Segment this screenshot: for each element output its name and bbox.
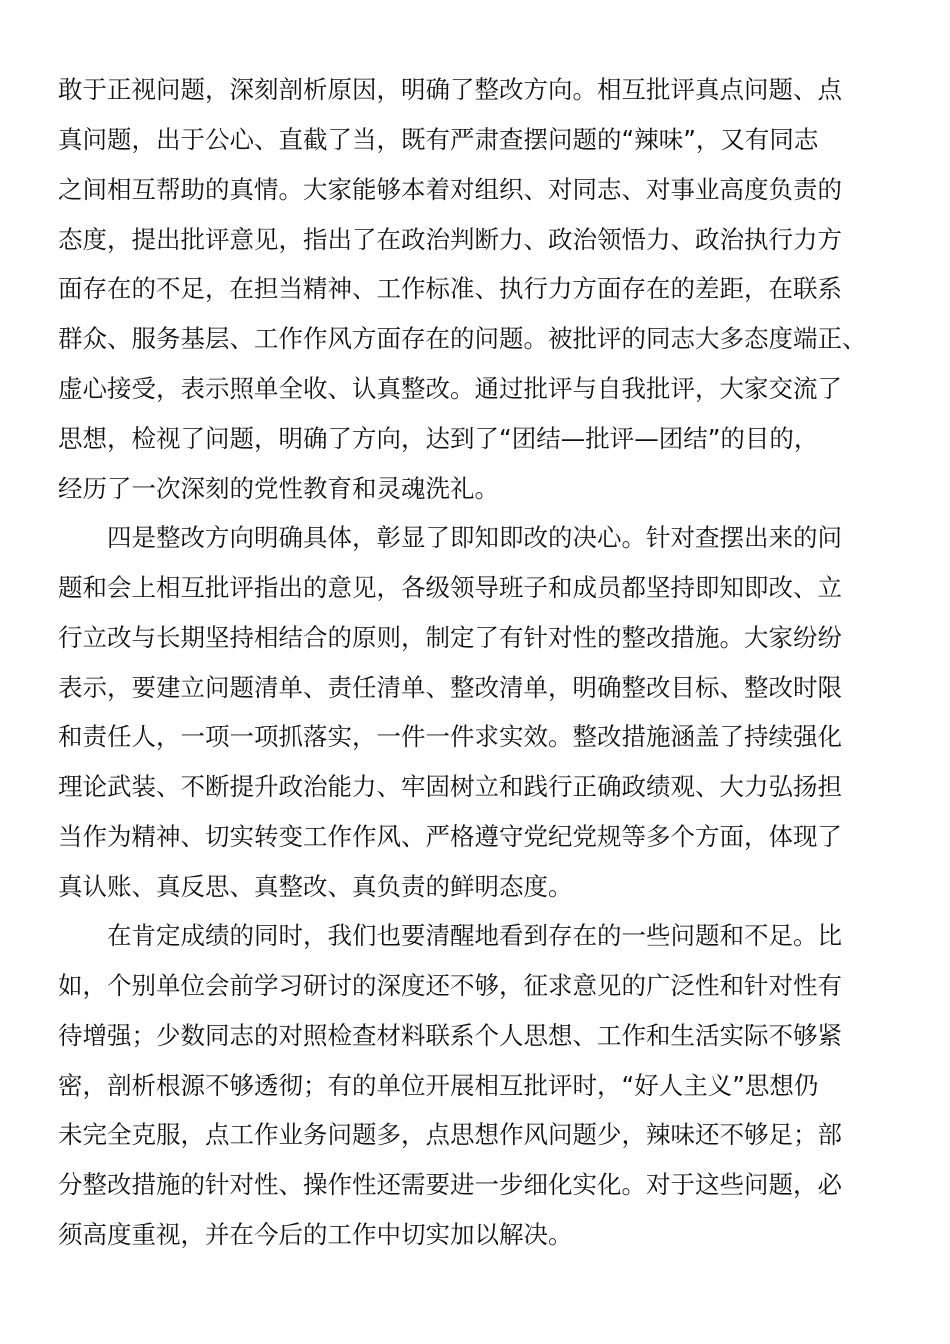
text-line: 真认账、真反思、真整改、真负责的鲜明态度。 bbox=[58, 872, 573, 901]
text-line: 分整改措施的针对性、操作性还需要进一步细化实化。对于这些问题，必 bbox=[58, 1170, 842, 1199]
text-line: 虚心接受，表示照单全收、认真整改。通过批评与自我批评，大家交流了 bbox=[58, 374, 842, 403]
text-line: 态度，提出批评意见，指出了在政治判断力、政治领悟力、政治执行力方 bbox=[58, 225, 842, 254]
paragraph-start-line: 四是整改方向明确具体，彰显了即知即改的决心。针对查摆出来的问 bbox=[107, 523, 842, 552]
text-line: 经历了一次深刻的党性教育和灵魂洗礼。 bbox=[58, 474, 499, 503]
text-line: 题和会上相互批评指出的意见，各级领导班子和成员都坚持即知即改、立 bbox=[58, 573, 842, 602]
text-line: 真问题，出于公心、直截了当，既有严肃查摆问题的“辣味”，又有同志 bbox=[58, 125, 819, 154]
text-line: 待增强；少数同志的对照检查材料联系个人思想、工作和生活实际不够紧 bbox=[58, 1021, 842, 1050]
text-line: 理论武装、不断提升政治能力、牢固树立和践行正确政绩观、大力弘扬担 bbox=[58, 772, 842, 801]
text-line: 须高度重视，并在今后的工作中切实加以解决。 bbox=[58, 1220, 573, 1249]
text-line: 之间相互帮助的真情。大家能够本着对组织、对同志、对事业高度负责的 bbox=[58, 175, 842, 204]
text-line: 表示，要建立问题清单、责任清单、整改清单，明确整改目标、整改时限 bbox=[58, 673, 842, 702]
text-line: 群众、服务基层、工作作风方面存在的问题。被批评的同志大多态度端正、 bbox=[58, 324, 867, 353]
text-line: 密，剖析根源不够透彻；有的单位开展相互批评时，“好人主义”思想仍 bbox=[58, 1071, 819, 1100]
text-line: 如，个别单位会前学习研讨的深度还不够，征求意见的广泛性和针对性有 bbox=[58, 971, 842, 1000]
paragraph-start-line: 在肯定成绩的同时，我们也要清醒地看到存在的一些问题和不足。比 bbox=[107, 921, 842, 950]
text-line: 思想，检视了问题，明确了方向，达到了“团结—批评—团结”的目的， bbox=[58, 424, 819, 453]
text-line: 行立改与长期坚持相结合的原则，制定了有针对性的整改措施。大家纷纷 bbox=[58, 623, 842, 652]
text-line: 面存在的不足，在担当精神、工作标准、执行力方面存在的差距，在联系 bbox=[58, 274, 842, 303]
text-line: 和责任人，一项一项抓落实，一件一件求实效。整改措施涵盖了持续强化 bbox=[58, 722, 842, 751]
text-line: 敢于正视问题，深刻剖析原因，明确了整改方向。相互批评真点问题、点 bbox=[58, 75, 842, 104]
text-line: 当作为精神、切实转变工作作风、严格遵守党纪党规等多个方面，体现了 bbox=[58, 822, 842, 851]
text-line: 未完全克服，点工作业务问题多，点思想作风问题少，辣味还不够足；部 bbox=[58, 1120, 842, 1149]
